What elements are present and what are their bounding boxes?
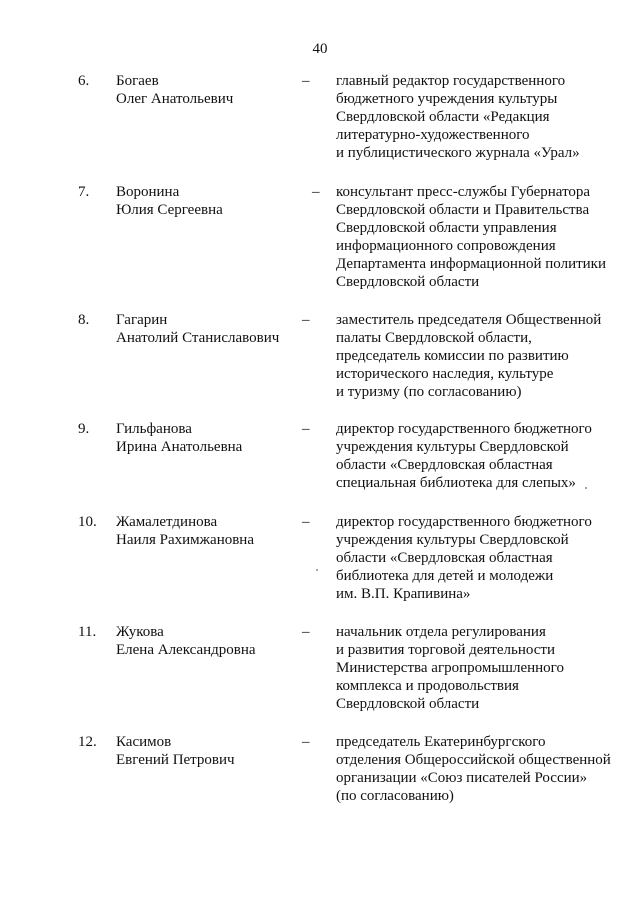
position-line: и развития торговой деятельности bbox=[336, 642, 555, 658]
position-line: главный редактор государственного bbox=[336, 73, 566, 89]
entry-number: 8. bbox=[78, 312, 90, 328]
position-line: консультант пресс-службы Губернатора bbox=[336, 184, 591, 200]
entry-dash: – bbox=[302, 421, 310, 437]
person-surname: Богаев bbox=[116, 73, 159, 89]
position-line: Свердловской области bbox=[336, 274, 480, 290]
person-given-name: Анатолий Станиславович bbox=[116, 330, 280, 346]
position-line: области «Свердловская областная bbox=[336, 550, 553, 566]
person-given-name: Елена Александровна bbox=[116, 642, 256, 658]
position-line: директор государственного бюджетного bbox=[336, 421, 592, 437]
entry-number: 9. bbox=[78, 421, 90, 437]
scan-speck bbox=[585, 487, 587, 489]
position-line: информационного сопровождения bbox=[336, 238, 556, 254]
position-line: учреждения культуры Свердловской bbox=[336, 532, 569, 548]
entry-dash: – bbox=[312, 184, 320, 200]
position-line: заместитель председателя Общественной bbox=[336, 312, 602, 328]
person-given-name: Наиля Рахимжановна bbox=[116, 532, 254, 548]
position-line: Свердловской области и Правительства bbox=[336, 202, 590, 218]
position-line: Свердловской области bbox=[336, 696, 480, 712]
person-surname: Гагарин bbox=[116, 312, 168, 328]
position-line: Свердловской области управления bbox=[336, 220, 557, 236]
position-line: и публицистического журнала «Урал» bbox=[336, 145, 580, 161]
position-line: начальник отдела регулирования bbox=[336, 624, 546, 640]
entry-dash: – bbox=[302, 624, 310, 640]
position-line: палаты Свердловской области, bbox=[336, 330, 532, 346]
position-line: учреждения культуры Свердловской bbox=[336, 439, 569, 455]
position-line: организации «Союз писателей России» bbox=[336, 770, 588, 786]
person-position bbox=[336, 623, 626, 713]
entry-number: 12. bbox=[78, 734, 97, 750]
person-surname: Гильфанова bbox=[116, 421, 192, 437]
entry-dash: – bbox=[302, 514, 310, 530]
position-line: литературно-художественного bbox=[336, 127, 530, 143]
position-line: области «Свердловская областная bbox=[336, 457, 553, 473]
person-given-name: Олег Анатольевич bbox=[116, 91, 234, 107]
person-position bbox=[336, 513, 626, 603]
person-surname: Касимов bbox=[116, 734, 172, 750]
person-name bbox=[116, 513, 296, 549]
person-given-name: Ирина Анатольевна bbox=[116, 439, 243, 455]
person-given-name: Евгений Петрович bbox=[116, 752, 235, 768]
person-name bbox=[116, 72, 296, 108]
position-line: им. В.П. Крапивина» bbox=[336, 586, 471, 602]
person-position bbox=[336, 72, 626, 162]
person-position bbox=[336, 420, 626, 492]
person-name bbox=[116, 183, 296, 219]
position-line: Департамента информационной политики bbox=[336, 256, 606, 272]
position-line: председатель комиссии по развитию bbox=[336, 348, 569, 364]
position-line: исторического наследия, культуре bbox=[336, 366, 554, 382]
person-name bbox=[116, 311, 296, 347]
position-line: (по согласованию) bbox=[336, 788, 454, 804]
person-position bbox=[336, 733, 626, 805]
position-line: библиотека для детей и молодежи bbox=[336, 568, 554, 584]
person-surname: Жукова bbox=[116, 624, 164, 640]
person-surname: Воронина bbox=[116, 184, 180, 200]
entry-number: 7. bbox=[78, 184, 90, 200]
person-given-name: Юлия Сергеевна bbox=[116, 202, 223, 218]
page-number: 40 bbox=[312, 41, 328, 57]
entry-dash: – bbox=[302, 73, 310, 89]
person-position bbox=[336, 183, 626, 291]
position-line: Министерства агропромышленного bbox=[336, 660, 564, 676]
person-surname: Жамалетдинова bbox=[116, 514, 218, 530]
position-line: и туризму (по согласованию) bbox=[336, 384, 522, 400]
person-name bbox=[116, 733, 296, 769]
scan-speck bbox=[316, 569, 318, 571]
entry-dash: – bbox=[302, 734, 310, 750]
position-line: бюджетного учреждения культуры bbox=[336, 91, 558, 107]
entry-number: 6. bbox=[78, 73, 90, 89]
person-position bbox=[336, 311, 626, 401]
position-line: директор государственного бюджетного bbox=[336, 514, 592, 530]
position-line: специальная библиотека для слепых» bbox=[336, 475, 576, 491]
entry-number: 10. bbox=[78, 514, 97, 530]
person-name bbox=[116, 420, 296, 456]
entry-dash: – bbox=[302, 312, 310, 328]
person-name bbox=[116, 623, 296, 659]
entry-number: 11. bbox=[78, 624, 97, 640]
position-line: отделения Общероссийской общественной bbox=[336, 752, 611, 768]
position-line: Свердловской области «Редакция bbox=[336, 109, 550, 125]
position-line: комплекса и продовольствия bbox=[336, 678, 519, 694]
position-line: председатель Екатеринбургского bbox=[336, 734, 546, 750]
